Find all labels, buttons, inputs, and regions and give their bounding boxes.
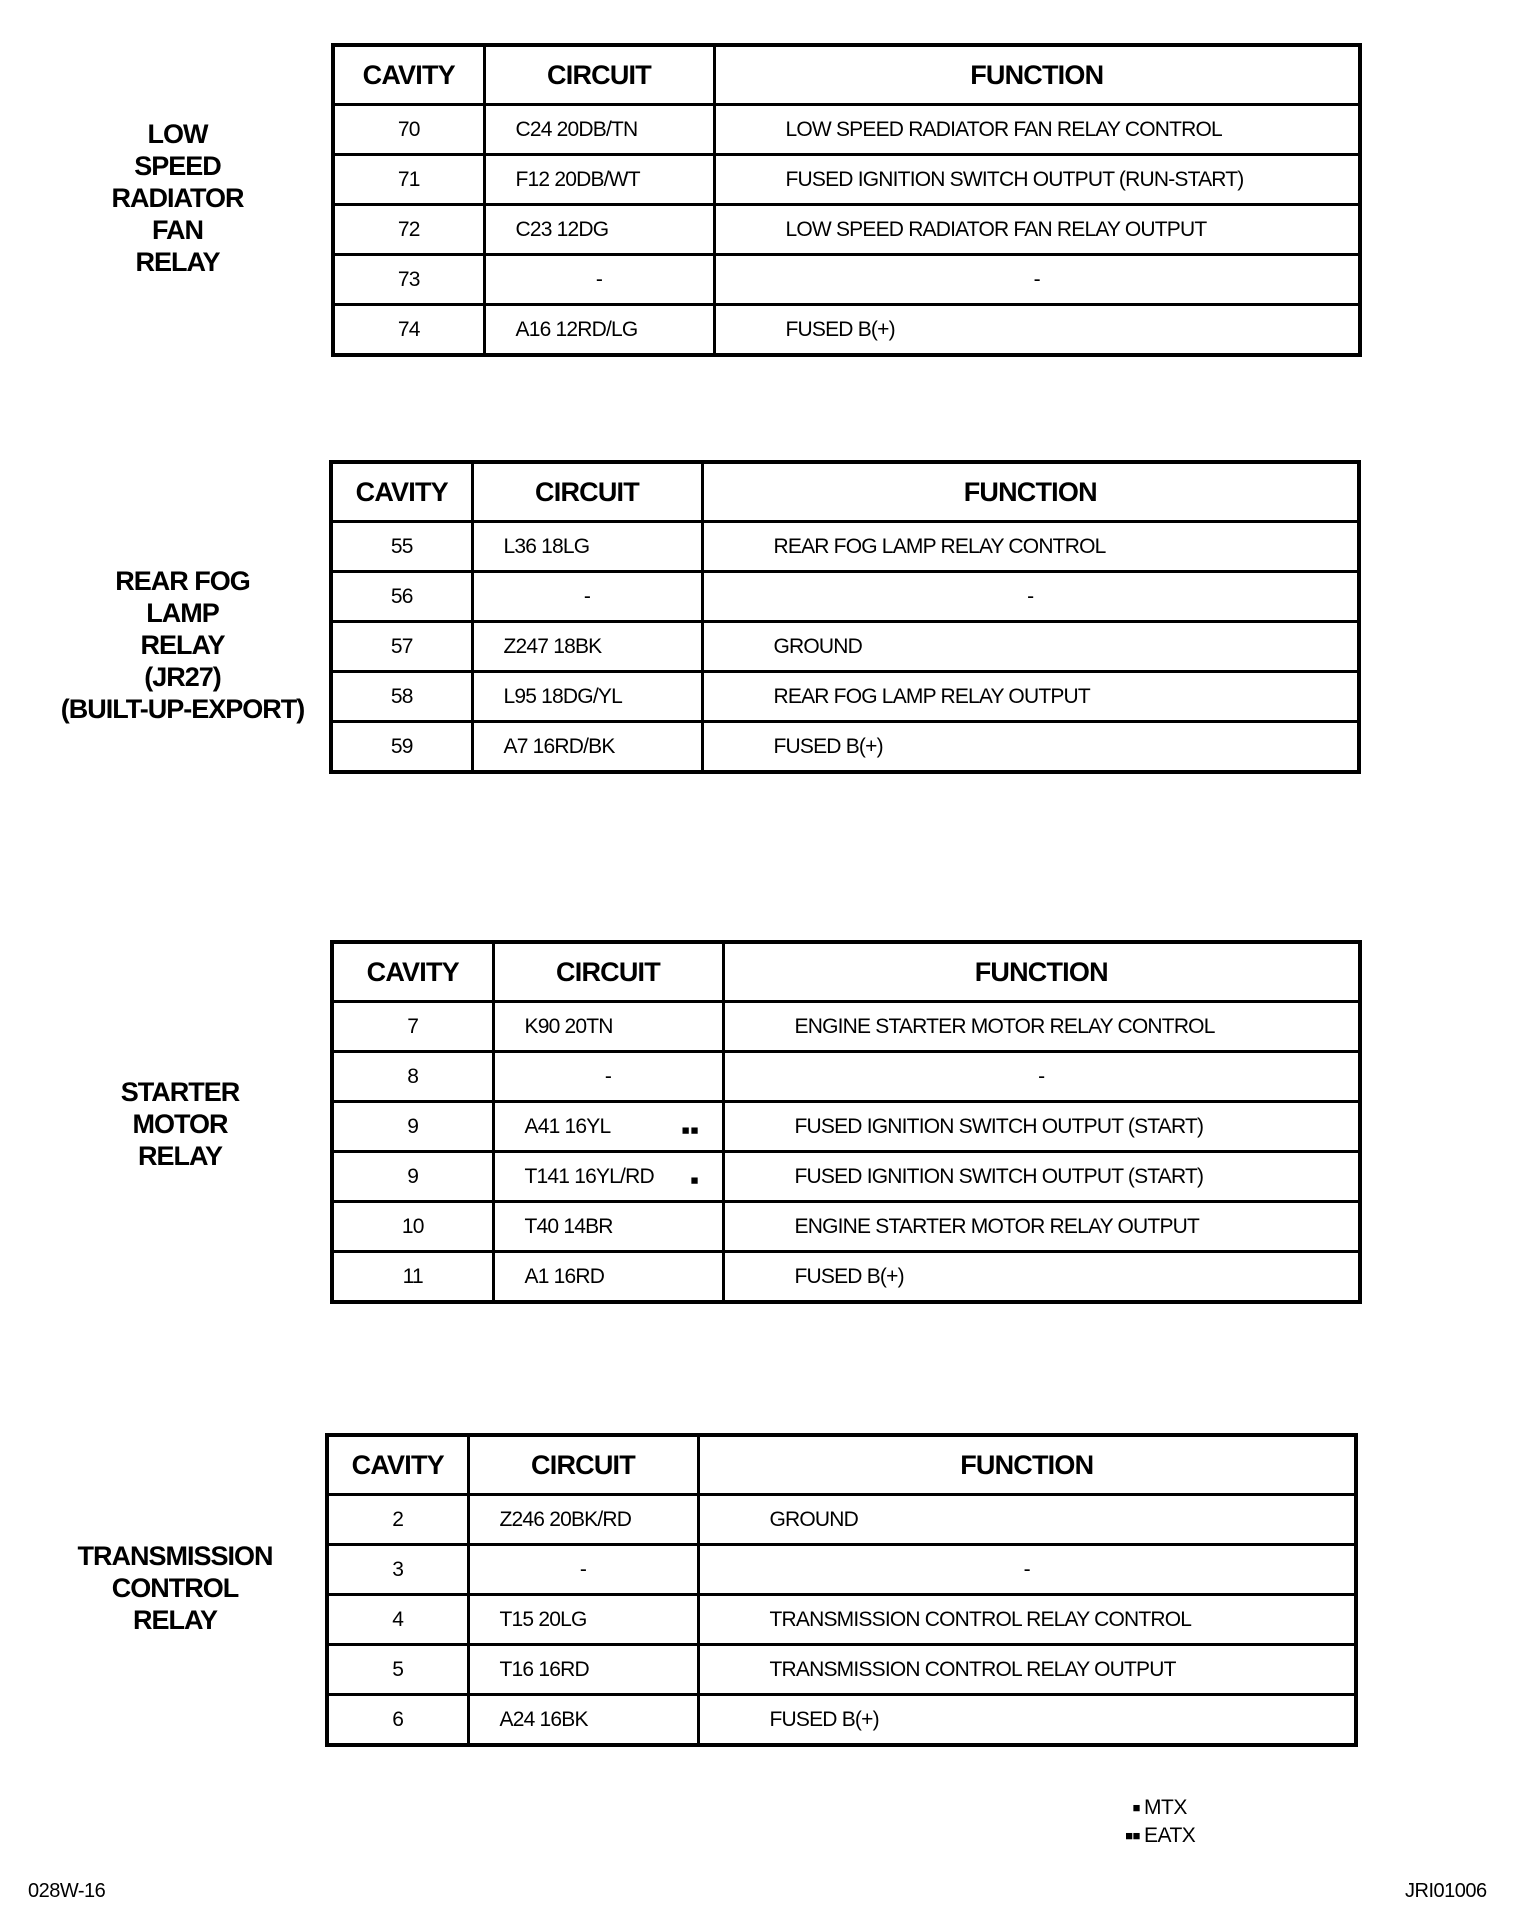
circuit-cell: A24 16BK xyxy=(468,1695,698,1746)
label-line: TRANSMISSION xyxy=(77,1541,273,1571)
label-line: CONTROL xyxy=(111,1573,239,1603)
table-row xyxy=(331,622,1359,672)
header-row xyxy=(327,1435,1356,1495)
cavity-cell: 4 xyxy=(327,1595,468,1645)
legend-label: MTX xyxy=(1144,1796,1187,1819)
function-cell: ENGINE STARTER MOTOR RELAY OUTPUT xyxy=(723,1202,1360,1252)
header-function: FUNCTION xyxy=(698,1435,1356,1495)
cavity-cell: 55 xyxy=(331,522,472,572)
label-line: REAR FOG xyxy=(115,566,250,596)
header-circuit: CIRCUIT xyxy=(472,462,702,522)
cavity-cell: 56 xyxy=(331,572,472,622)
circuit-cell: A16 12RD/LG xyxy=(484,305,714,356)
circuit-cell: C24 20DB/TN xyxy=(484,105,714,155)
pin-table-transmission-control-relay xyxy=(325,1433,1358,1747)
pin-table-starter-motor-relay xyxy=(330,940,1362,1304)
table-row xyxy=(333,255,1360,305)
function-cell: - xyxy=(723,1052,1360,1102)
circuit-cell: K90 20TN xyxy=(493,1002,723,1052)
mtx-square-icon: ■ xyxy=(1132,1800,1140,1815)
table-row xyxy=(332,1052,1360,1102)
circuit-text: T141 16YL/RD xyxy=(524,1164,654,1188)
function-cell: LOW SPEED RADIATOR FAN RELAY CONTROL xyxy=(714,105,1360,155)
function-cell: ENGINE STARTER MOTOR RELAY CONTROL xyxy=(723,1002,1360,1052)
circuit-cell xyxy=(493,1152,723,1202)
function-cell: FUSED B(+) xyxy=(714,305,1360,356)
cavity-cell: 72 xyxy=(333,205,484,255)
table-row xyxy=(331,722,1359,773)
function-cell: TRANSMISSION CONTROL RELAY OUTPUT xyxy=(698,1645,1356,1695)
legend xyxy=(1110,1794,1195,1850)
section-label-starter-motor-relay xyxy=(80,1076,280,1172)
function-cell: GROUND xyxy=(698,1495,1356,1545)
circuit-cell: L95 18DG/YL xyxy=(472,672,702,722)
cavity-cell: 74 xyxy=(333,305,484,356)
label-line: (BUILT-UP-EXPORT) xyxy=(60,694,305,724)
circuit-cell xyxy=(493,1102,723,1152)
circuit-cell: F12 20DB/WT xyxy=(484,155,714,205)
circuit-cell: Z246 20BK/RD xyxy=(468,1495,698,1545)
table-row xyxy=(333,155,1360,205)
table-row xyxy=(332,1102,1360,1152)
circuit-cell: - xyxy=(472,572,702,622)
circuit-cell: L36 18LG xyxy=(472,522,702,572)
function-cell: FUSED IGNITION SWITCH OUTPUT (RUN-START) xyxy=(714,155,1360,205)
cavity-cell: 2 xyxy=(327,1495,468,1545)
eatx-marker-icon: ■■ xyxy=(681,1122,700,1137)
circuit-cell: A7 16RD/BK xyxy=(472,722,702,773)
function-cell: FUSED B(+) xyxy=(723,1252,1360,1303)
label-line: RELAY xyxy=(135,247,220,277)
function-cell: LOW SPEED RADIATOR FAN RELAY OUTPUT xyxy=(714,205,1360,255)
circuit-cell: Z247 18BK xyxy=(472,622,702,672)
table-row xyxy=(332,1202,1360,1252)
function-cell: GROUND xyxy=(702,622,1359,672)
pin-table-low-speed-radiator-fan-relay xyxy=(331,43,1362,357)
table-row xyxy=(331,672,1359,722)
table-row xyxy=(333,105,1360,155)
cavity-cell: 59 xyxy=(331,722,472,773)
pin-table-rear-fog-lamp-relay xyxy=(329,460,1361,774)
legend-item-mtx xyxy=(1110,1794,1195,1822)
function-cell: FUSED B(+) xyxy=(702,722,1359,773)
function-cell: FUSED B(+) xyxy=(698,1695,1356,1746)
label-line: LAMP xyxy=(146,598,219,628)
label-line: RADIATOR xyxy=(111,183,244,213)
cavity-cell: 58 xyxy=(331,672,472,722)
header-cavity: CAVITY xyxy=(332,942,493,1002)
footer-left-code: 028W-16 xyxy=(28,1880,106,1902)
section-label-low-speed-radiator-fan-relay xyxy=(80,118,275,278)
cavity-cell: 7 xyxy=(332,1002,493,1052)
table-row xyxy=(327,1695,1356,1746)
header-row xyxy=(333,45,1360,105)
legend-label: EATX xyxy=(1144,1824,1196,1847)
header-cavity: CAVITY xyxy=(333,45,484,105)
circuit-cell: T16 16RD xyxy=(468,1645,698,1695)
header-circuit: CIRCUIT xyxy=(468,1435,698,1495)
cavity-cell: 11 xyxy=(332,1252,493,1303)
table-row xyxy=(327,1645,1356,1695)
header-row xyxy=(332,942,1360,1002)
header-function: FUNCTION xyxy=(714,45,1360,105)
label-line: LOW xyxy=(147,119,208,149)
header-cavity: CAVITY xyxy=(327,1435,468,1495)
header-cavity: CAVITY xyxy=(331,462,472,522)
function-cell: REAR FOG LAMP RELAY CONTROL xyxy=(702,522,1359,572)
header-function: FUNCTION xyxy=(723,942,1360,1002)
section-label-transmission-control-relay xyxy=(75,1540,275,1636)
table-row xyxy=(327,1545,1356,1595)
eatx-square-icon: ■■ xyxy=(1125,1828,1140,1843)
cavity-cell: 73 xyxy=(333,255,484,305)
function-cell: - xyxy=(698,1545,1356,1595)
header-circuit: CIRCUIT xyxy=(484,45,714,105)
table-row xyxy=(332,1002,1360,1052)
cavity-cell: 6 xyxy=(327,1695,468,1746)
mtx-marker-icon: ■ xyxy=(690,1172,700,1187)
header-function: FUNCTION xyxy=(702,462,1359,522)
label-line: RELAY xyxy=(137,1141,223,1171)
circuit-cell: C23 12DG xyxy=(484,205,714,255)
circuit-cell: - xyxy=(468,1545,698,1595)
table-row xyxy=(332,1152,1360,1202)
cavity-cell: 9 xyxy=(332,1152,493,1202)
table-row xyxy=(327,1495,1356,1545)
function-cell: FUSED IGNITION SWITCH OUTPUT (START) xyxy=(723,1102,1360,1152)
label-line: (JR27) xyxy=(144,662,221,692)
circuit-cell: T15 20LG xyxy=(468,1595,698,1645)
cavity-cell: 3 xyxy=(327,1545,468,1595)
section-label-rear-fog-lamp-relay xyxy=(55,565,310,725)
function-cell: TRANSMISSION CONTROL RELAY CONTROL xyxy=(698,1595,1356,1645)
label-line: STARTER xyxy=(120,1077,240,1107)
footer-right-code: JRI01006 xyxy=(1405,1880,1487,1902)
label-line: FAN xyxy=(152,215,203,245)
function-cell: - xyxy=(702,572,1359,622)
header-circuit: CIRCUIT xyxy=(493,942,723,1002)
table-row xyxy=(327,1595,1356,1645)
circuit-cell: T40 14BR xyxy=(493,1202,723,1252)
table-row xyxy=(333,305,1360,356)
header-row xyxy=(331,462,1359,522)
circuit-cell: - xyxy=(493,1052,723,1102)
label-line: RELAY xyxy=(132,1605,218,1635)
label-line: SPEED xyxy=(134,151,221,181)
legend-item-eatx xyxy=(1110,1822,1195,1850)
cavity-cell: 9 xyxy=(332,1102,493,1152)
cavity-cell: 8 xyxy=(332,1052,493,1102)
table-row xyxy=(331,522,1359,572)
cavity-cell: 57 xyxy=(331,622,472,672)
cavity-cell: 70 xyxy=(333,105,484,155)
function-cell: REAR FOG LAMP RELAY OUTPUT xyxy=(702,672,1359,722)
label-line: MOTOR xyxy=(132,1109,228,1139)
cavity-cell: 5 xyxy=(327,1645,468,1695)
circuit-text: A41 16YL xyxy=(524,1114,611,1138)
cavity-cell: 10 xyxy=(332,1202,493,1252)
function-cell: FUSED IGNITION SWITCH OUTPUT (START) xyxy=(723,1152,1360,1202)
cavity-cell: 71 xyxy=(333,155,484,205)
table-row xyxy=(333,205,1360,255)
circuit-cell: A1 16RD xyxy=(493,1252,723,1303)
function-cell: - xyxy=(714,255,1360,305)
circuit-cell: - xyxy=(484,255,714,305)
table-row xyxy=(332,1252,1360,1303)
table-row xyxy=(331,572,1359,622)
label-line: RELAY xyxy=(140,630,225,660)
